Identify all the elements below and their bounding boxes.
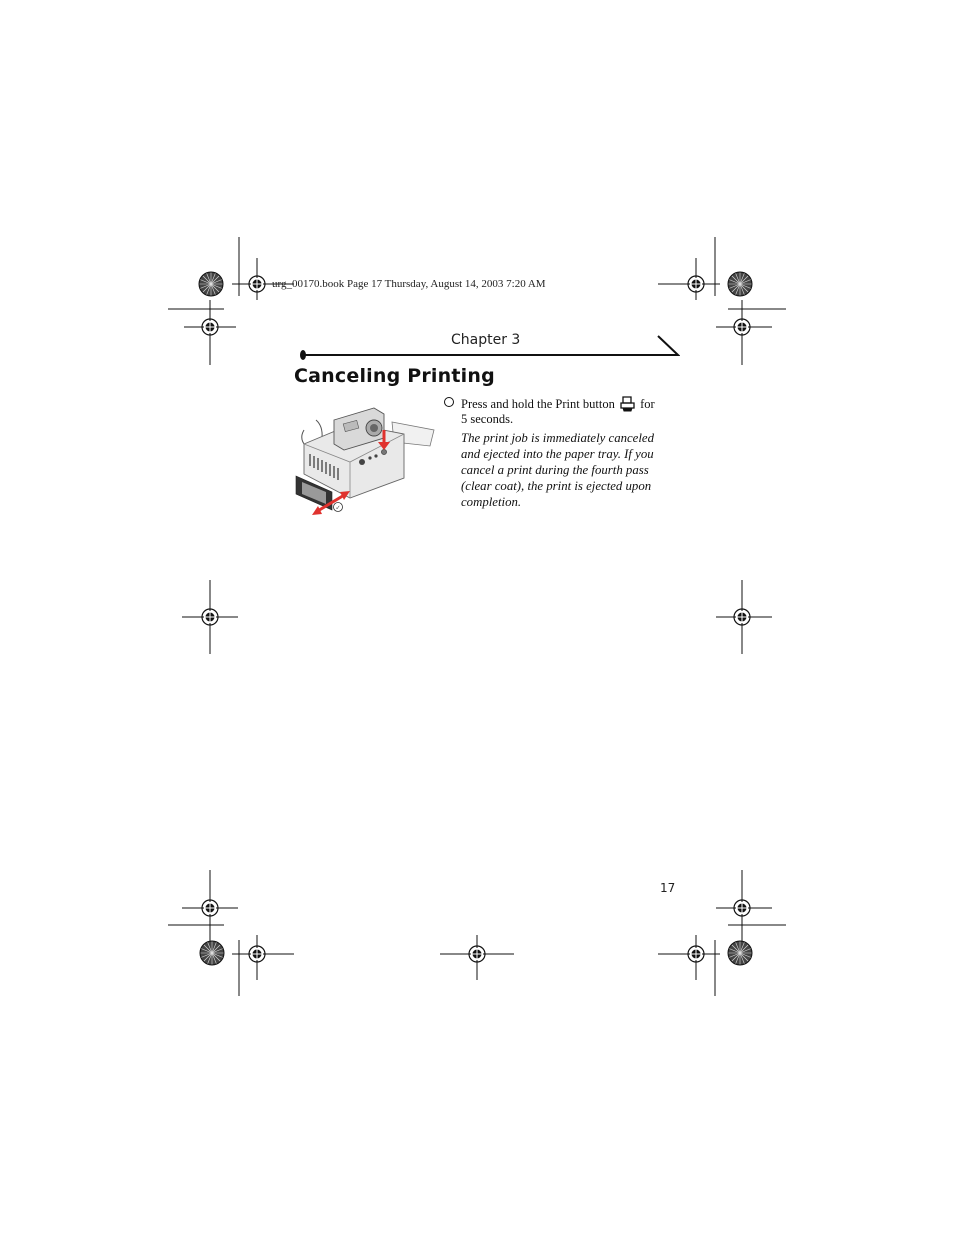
step-text (461, 396, 661, 426)
bullet-icon (444, 397, 454, 407)
print-button-icon (620, 396, 635, 412)
page-number: 17 (660, 881, 676, 895)
step-text-after: for 5 seconds. (461, 397, 655, 426)
printer-dock-illustration (292, 400, 442, 520)
chapter-label: Chapter 3 (451, 332, 521, 348)
file-info-line: urg_00170.book Page 17 Thursday, August 14, 2003 7:20 AM (272, 278, 546, 290)
svg-text:✓: ✓ (335, 504, 341, 512)
result-note: The print job is immediately canceled and ejected into the paper tray. If you cancel a print during the fourth pass (clear coat), the print is ejected upon completion. (461, 431, 654, 509)
section-title: Canceling Printing (294, 365, 495, 387)
step-text-before: Press and hold the Print button (461, 397, 615, 411)
